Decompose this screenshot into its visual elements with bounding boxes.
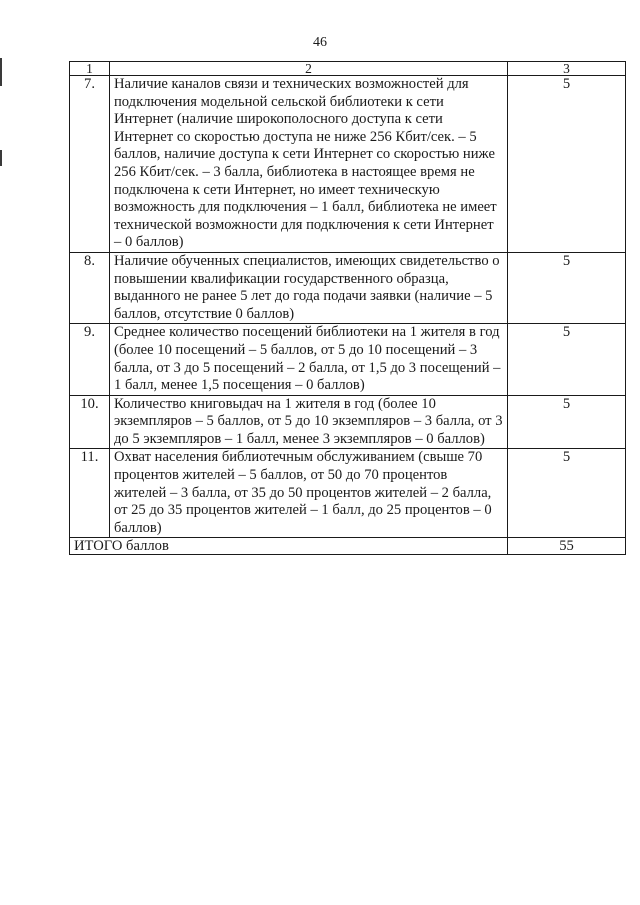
table-row xyxy=(70,324,626,395)
table-row xyxy=(70,449,626,538)
table-row xyxy=(70,76,626,253)
max-score: 5 xyxy=(508,76,626,253)
table-header-row xyxy=(70,62,626,76)
scan-edge-mark xyxy=(0,58,2,86)
total-row xyxy=(70,538,626,555)
column-score-header: 3 xyxy=(508,62,626,76)
max-score: 5 xyxy=(508,449,626,538)
criteria-table xyxy=(69,61,626,555)
max-score: 5 xyxy=(508,324,626,395)
max-score: 5 xyxy=(508,395,626,449)
column-number-header: 1 xyxy=(70,62,110,76)
criterion-text: Наличие обученных специалистов, имеющих свидетельство о повышении квалификации государственного образца, выданного не ранее 5 лет до года подачи заявки (наличие – 5 баллов, отсутствие 0 баллов) xyxy=(110,252,508,323)
row-number: 10. xyxy=(70,395,110,449)
max-score: 5 xyxy=(508,252,626,323)
table-row xyxy=(70,395,626,449)
criterion-text: Количество книговыдач на 1 жителя в год (более 10 экземпляров – 5 баллов, от 5 до 10 экземпляров – 3 балла, от 3 до 5 экземпляров – 1 балл, менее 3 экземпляров – 0 баллов) xyxy=(110,395,508,449)
row-number: 8. xyxy=(70,252,110,323)
scan-edge-mark xyxy=(0,150,2,166)
criterion-text: Наличие каналов связи и технических возможностей для подключения модельной сельской библиотеки к сети Интернет (наличие широкополосного доступа к сети Интернет со скоростью доступа не ниже 256 Кбит/сек. – 5 баллов, наличие доступа к сети Интернет со скоростью ниже 256 Кбит/сек. – 3 балла, библиотека в настоящее время не подключена к сети Интернет, но имеет техническую возможность для подключения – 1 балл, библиотека не имеет технической возможности для подключения к сети Интернет – 0 баллов) xyxy=(110,76,508,253)
page-number: 46 xyxy=(313,35,327,50)
total-score: 55 xyxy=(508,538,626,555)
criterion-text: Среднее количество посещений библиотеки на 1 жителя в год (более 10 посещений – 5 баллов, от 5 до 10 посещений – 3 балла, от 3 до 5 посещений – 2 балла, от 1,5 до 3 посещений – 1 балл, менее 1,5 посещения – 0 баллов) xyxy=(110,324,508,395)
criterion-text: Охват населения библиотечным обслуживанием (свыше 70 процентов жителей – 5 баллов, от 50 до 70 процентов жителей – 3 балла, от 35 до 50 процентов жителей – 2 балла, от 25 до 35 процентов жителей – 1 балл, до 25 процентов – 0 баллов) xyxy=(110,449,508,538)
table-row xyxy=(70,252,626,323)
column-criterion-header: 2 xyxy=(110,62,508,76)
row-number: 9. xyxy=(70,324,110,395)
total-label: ИТОГО баллов xyxy=(70,538,508,555)
row-number: 7. xyxy=(70,76,110,253)
row-number: 11. xyxy=(70,449,110,538)
